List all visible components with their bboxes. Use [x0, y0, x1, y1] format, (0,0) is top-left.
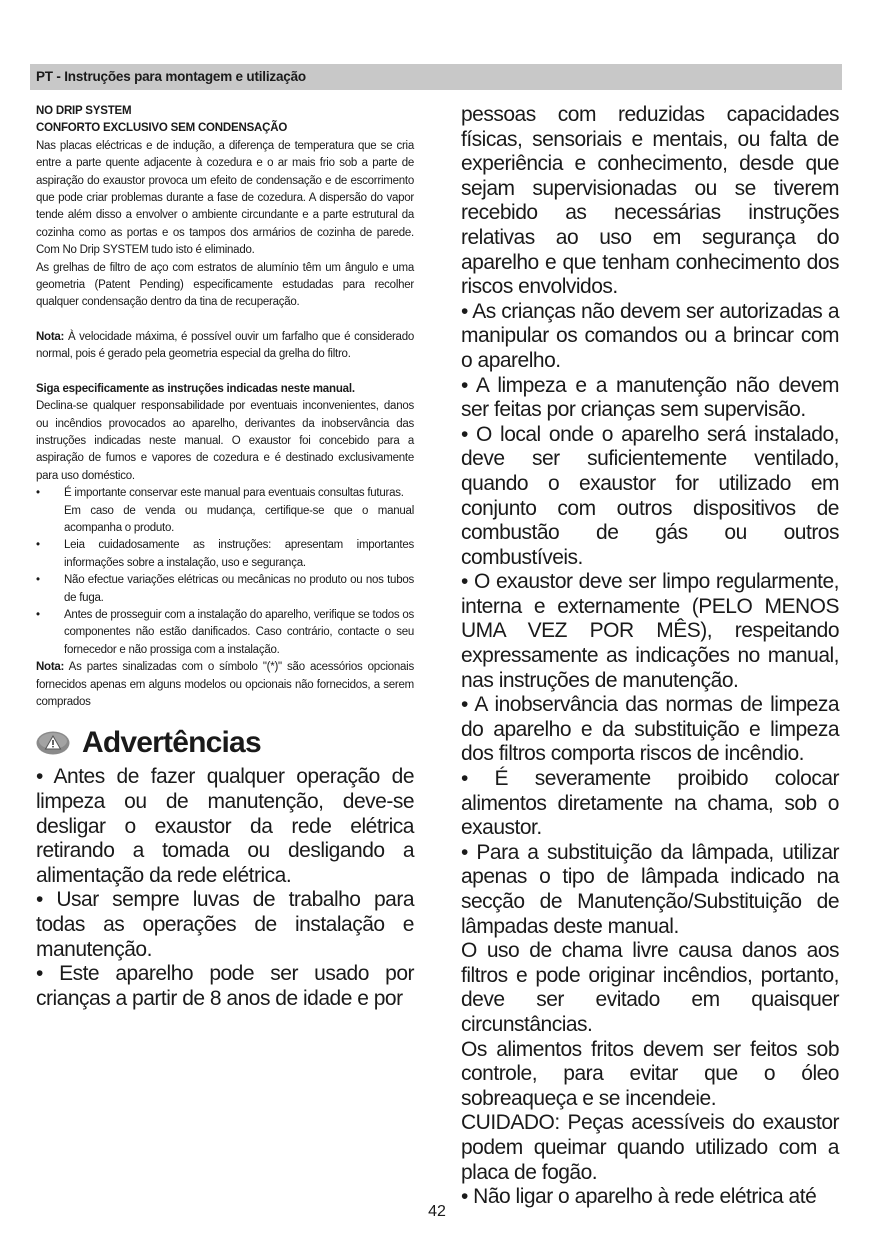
- warnings-heading: [36, 725, 414, 761]
- paragraph-filter-grills: As grelhas de filtro de aço com estratos de alumínio têm um ângulo e uma geometria (Patent Pending) especificamente estudadas para recolher qualquer condensação dentro da tina de recuperação.: [36, 261, 414, 309]
- bullet-mark: •: [36, 574, 40, 587]
- heading-conforto: CONFORTO EXCLUSIVO SEM CONDENSAÇÃO: [36, 122, 288, 135]
- left-column: [36, 103, 414, 1011]
- safety-bullet-list: [36, 485, 414, 659]
- list-item: • É importante conservar este manual para eventuais consultas futuras. Em caso de venda ou mudança, certifique-se que o manual acompanha o produto.: [36, 487, 414, 534]
- note-noise: [36, 329, 414, 364]
- note-text: À velocidade máxima, é possível ouvir um farfalho que é considerado normal, pois é gerado pela geometria especial da grelha do filtro.: [36, 330, 414, 361]
- follow-instructions-heading: Siga especificamente as instruções indicadas neste manual.: [36, 382, 355, 395]
- warning-regular-cleaning: • O exaustor deve ser limpo regularmente, interna e externamente (PELO MENOS UMA VEZ POR MÊS), respeitando expressamente as indicações no manual, nas instruções de manutenção.: [461, 570, 839, 692]
- right-column: [461, 103, 839, 1210]
- note-optional-parts: [36, 659, 414, 711]
- warning-gloves: • Usar sempre luvas de trabalho para todas as operações de instalação e manutenção.: [36, 888, 414, 961]
- page-number: 42: [428, 1203, 446, 1220]
- warning-fire-risk: • A inobservância das normas de limpeza do aparelho e da substituição e limpeza dos filtros comporta riscos de incêndio.: [461, 693, 839, 766]
- warning-children-age: • Este aparelho pode ser usado por crianças a partir de 8 anos de idade e por: [36, 962, 414, 1010]
- warning-no-flame-food: • É severamente proibido colocar alimentos diretamente na chama, sob o exaustor.: [461, 767, 839, 840]
- section-header-bar: [30, 64, 842, 90]
- warning-fried-food: Os alimentos fritos devem ser feitos sob controle, para evitar que o óleo sobreaqueça e se incendeie.: [461, 1037, 839, 1110]
- note-label: Nota:: [36, 330, 65, 343]
- paragraph-liability: Declina-se qualquer responsabilidade por eventuais inconvenientes, danos ou incêndios provocados ao aparelho, derivantes da inobservância das instruções indicadas neste manual. O exaustor foi concebido para a aspiração de fumos e vapores de cozedura e é destinado exclusivamente para uso doméstico.: [36, 400, 414, 482]
- bullet-mark: •: [36, 487, 40, 500]
- list-item: • Não efectue variações elétricas ou mecânicas no produto ou nos tubos de fuga.: [36, 574, 414, 604]
- warning-triangle-icon: [36, 731, 70, 755]
- warning-ventilation: • O local onde o aparelho será instalado, deve ser suficientemente ventilado, quando o exaustor for utilizado em conjunto com outros dispositivos de combustão de gás ou outros combustíveis.: [461, 422, 839, 569]
- paragraph-condensation: Nas placas eléctricas e de indução, a diferença de temperatura que se cria entre a parte quente adjacente à cozedura e o ar mais frio sob a parte de aspiração do exaustor provoca um efeito de condensação e de escorrimento que pode criar problemas durante a fase de cozedura. A dispersão do vapor tende além disso a envolver o ambiente circundante e a parte estrutural da cozinha como as portas e os tampos dos armários de cozinha de parede. Com No Drip SYSTEM tudo isto é eliminado.: [36, 139, 414, 257]
- list-item-extra: Em caso de venda ou mudança, certifique-se que o manual acompanha o produto.: [64, 504, 414, 534]
- list-item: • Antes de prosseguir com a instalação do aparelho, verifique se todos os componentes não estão danificados. Caso contrário, contacte o seu fornecedor e não prossiga com a instalação.: [36, 608, 414, 656]
- warnings-title: Advertências: [82, 726, 261, 760]
- bullet-mark: •: [36, 539, 40, 552]
- bullet-mark: •: [36, 608, 40, 621]
- warning-cleaning-children: • A limpeza e a manutenção não devem ser feitas por crianças sem supervisão.: [461, 373, 839, 422]
- section-title: PT - Instruções para montagem e utilização: [36, 69, 306, 84]
- list-item: • Leia cuidadosamente as instruções: apresentam importantes informações sobre a instalação, uso e segurança.: [36, 539, 414, 569]
- warning-children-controls: • As crianças não devem ser autorizadas a manipular os comandos ou a brincar com o aparelho.: [461, 299, 839, 372]
- note-label: Nota:: [36, 661, 65, 674]
- warning-caution-hot-parts: CUIDADO: Peças acessíveis do exaustor podem queimar quando utilizado com a placa de fogão.: [461, 1111, 839, 1184]
- warning-reduced-capacity: pessoas com reduzidas capacidades físicas, sensoriais e mentais, ou falta de experiência e conhecimento, desde que sejam supervisionadas ou se tiverem recebido as necessárias instruções relativas ao uso em segurança do aparelho e que tenham conhecimento dos riscos envolvidos.: [461, 103, 839, 299]
- heading-no-drip: NO DRIP SYSTEM: [36, 105, 132, 117]
- warning-do-not-connect: • Não ligar o aparelho à rede elétrica até: [461, 1185, 817, 1209]
- note-text: As partes sinalizadas com o símbolo "(*)" são acessórios opcionais fornecidos apenas em alguns modelos ou opcionais não fornecidos, a serem comprados: [36, 661, 414, 708]
- warning-disconnect: • Antes de fazer qualquer operação de limpeza ou de manutenção, deve-se desligar o exaustor da rede elétrica retirando a tomada ou desligando a alimentação da rede elétrica.: [36, 765, 414, 887]
- warning-lamp-type: • Para a substituição da lâmpada, utilizar apenas o tipo de lâmpada indicado na secção de Manutenção/Substituição de lâmpadas deste manual.: [461, 840, 839, 938]
- warning-open-flame: O uso de chama livre causa danos aos filtros e pode originar incêndios, portanto, deve ser evitado em quaisquer circunstâncias.: [461, 939, 839, 1036]
